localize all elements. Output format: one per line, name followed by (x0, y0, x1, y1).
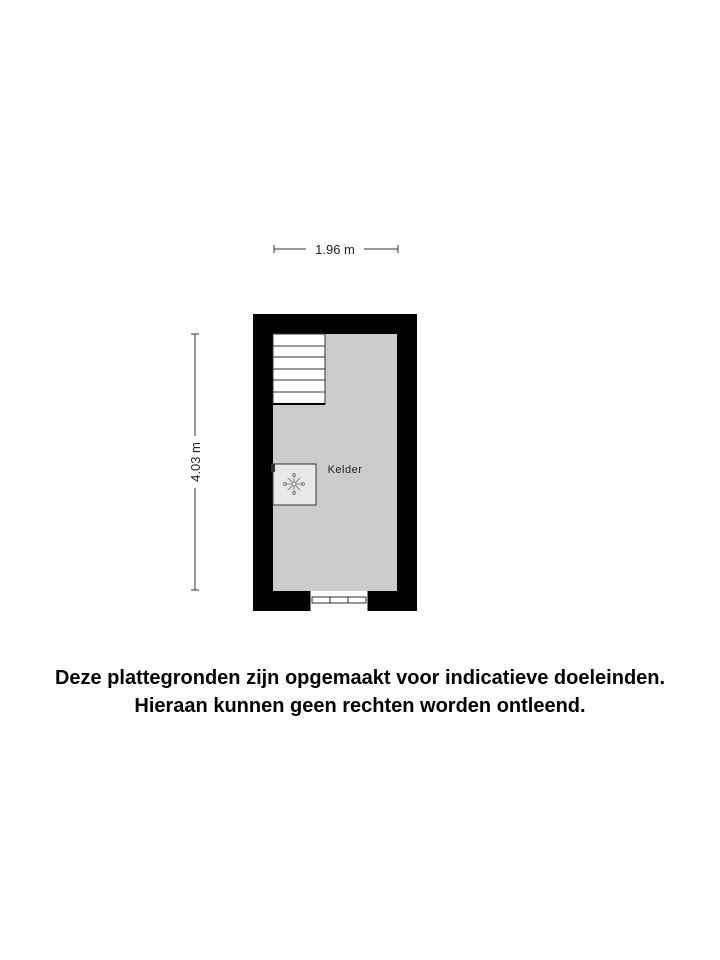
height-dimension (188, 334, 203, 590)
height-dimension-label: 4.03 m (188, 442, 203, 482)
width-dimension (274, 242, 398, 257)
window (310, 591, 368, 611)
fixture-connector (271, 464, 275, 472)
disclaimer (0, 664, 720, 720)
room-label-kelder: Kelder (327, 464, 363, 476)
fixture-unit (271, 464, 316, 505)
width-dimension-label: 1.96 m (315, 242, 355, 257)
disclaimer-line-2: Hieraan kunnen geen rechten worden ontleend. (134, 695, 586, 717)
window-pane (312, 597, 366, 603)
stairs (273, 334, 325, 404)
disclaimer-line-1: Deze plattegronden zijn opgemaakt voor indicatieve doeleinden. (54, 667, 666, 689)
